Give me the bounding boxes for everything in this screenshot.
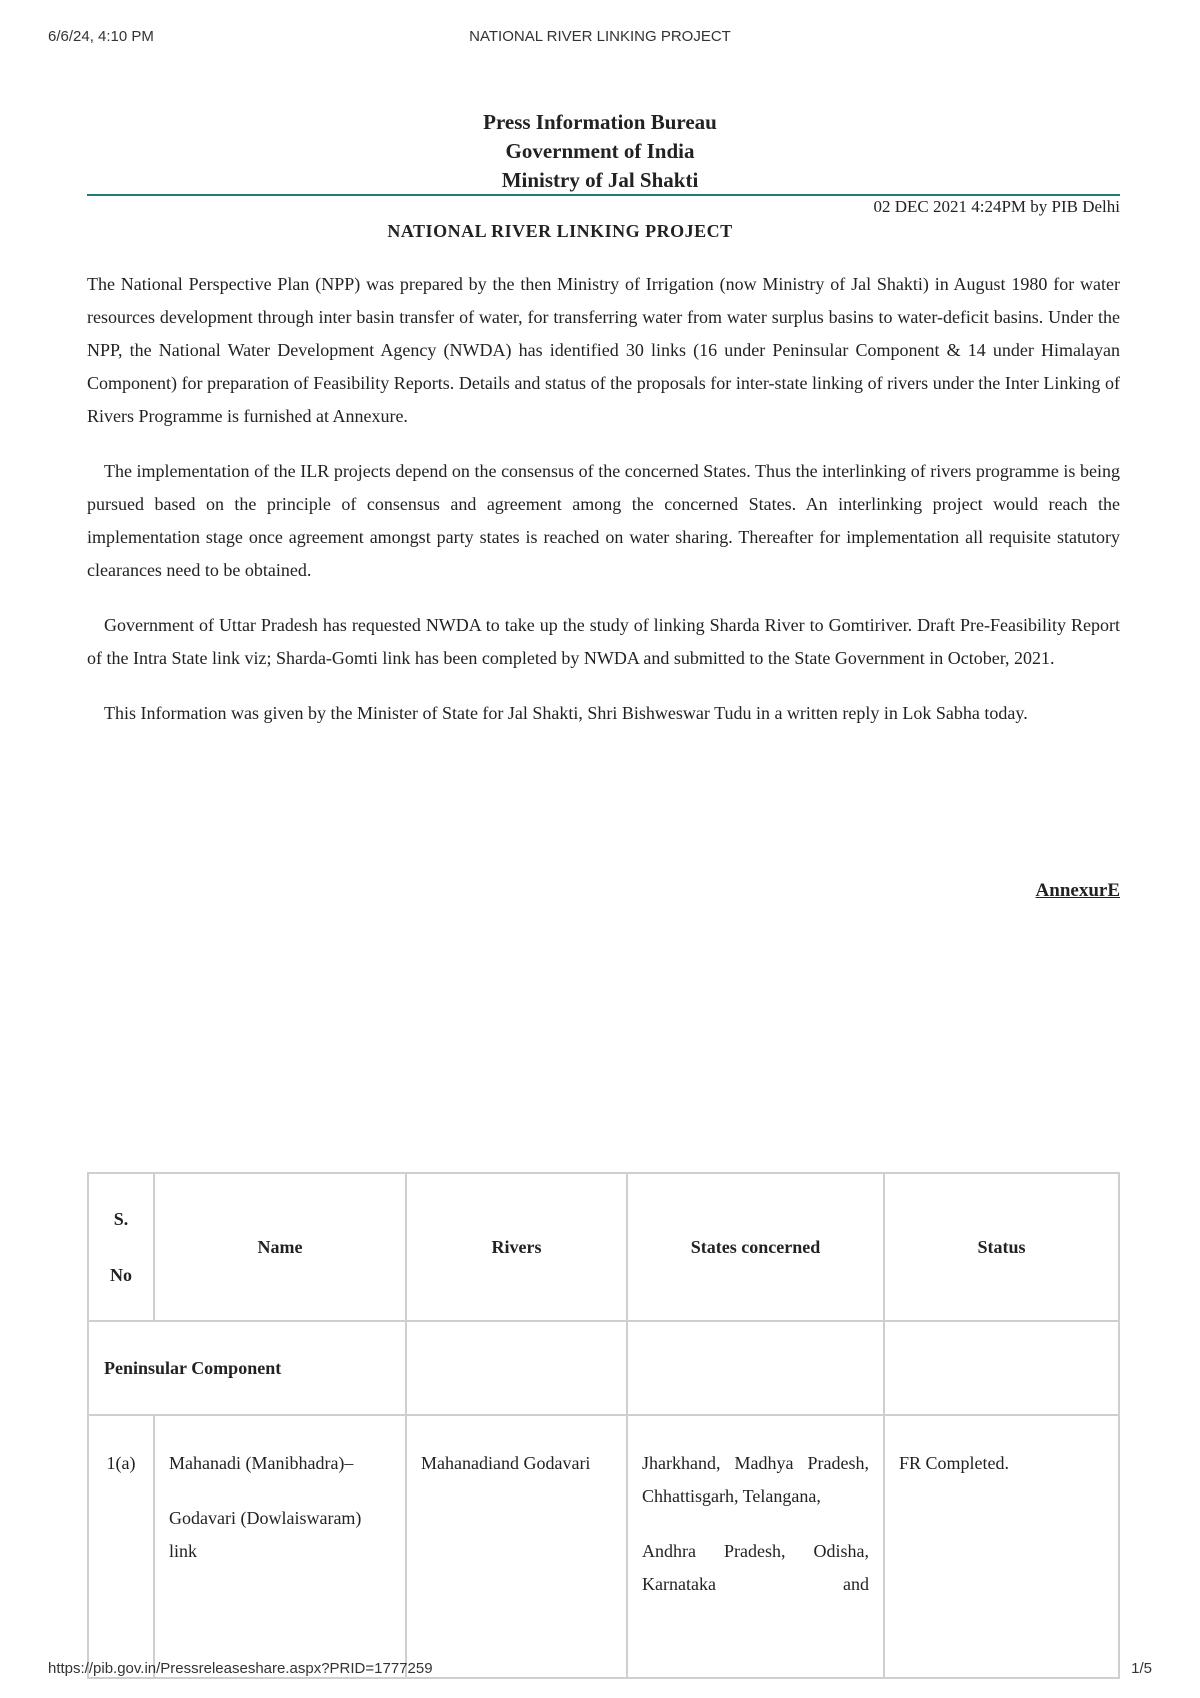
paragraph: The National Perspective Plan (NPP) was prepared by the then Ministry of Irrigation (now Ministry of Jal Shakti) in August 1980 for water resources development through inter basin transfer of water, for transferring water from water surplus basins to water-deficit basins. Under the NPP, the National Water Development Agency (NWDA) has identified 30 links (16 under Peninsular Component & 14 under Himalayan Component) for preparation of Feasibility Reports. Details and status of the proposals for inter-state linking of rivers under the Inter Linking of Rivers Programme is furnished at Annexure. <box>87 274 1120 426</box>
print-title: NATIONAL RIVER LINKING PROJECT <box>469 28 731 45</box>
page-number: 1/5 <box>1131 1660 1152 1677</box>
header-status: Status <box>885 1172 1120 1322</box>
annexure-table <box>87 1172 1120 1679</box>
header-name: Name <box>155 1172 407 1322</box>
headline: NATIONAL RIVER LINKING PROJECT <box>387 221 733 241</box>
header-sno: S. No <box>87 1172 155 1322</box>
component-name: Peninsular Component <box>87 1322 407 1416</box>
table-row <box>87 1416 1120 1679</box>
cell-rivers: Mahanadiand Godavari <box>407 1416 628 1679</box>
org-block <box>0 108 1200 195</box>
table-header-row <box>87 1172 1120 1322</box>
cell-sno: 1(a) <box>87 1416 155 1679</box>
cell-states: Jharkhand, Madhya Pradesh, Chhattisgarh, Telangana, Andhra Pradesh, Odisha, Karnataka and <box>628 1416 885 1679</box>
release-body <box>87 268 1120 752</box>
annexure-heading: AnnexurE <box>1035 880 1120 901</box>
dateline: 02 DEC 2021 4:24PM by PIB Delhi <box>873 197 1120 216</box>
cell-status: FR Completed. <box>885 1416 1120 1679</box>
paragraph: This Information was given by the Minister of State for Jal Shakti, Shri Bishweswar Tudu in a written reply in Lok Sabha today. <box>104 703 1028 723</box>
paragraph: The implementation of the ILR projects depend on the consensus of the concerned States. Thus the interlinking of rivers programme is being pursued based on the principle of consensus and agreement among the concerned States. An interlinking project would reach the implementation stage once agreement amongst party states is reached on water sharing. Thereafter for implementation all requisite statutory clearances need to be obtained. <box>87 461 1120 580</box>
print-footer <box>48 1660 1152 1680</box>
print-header <box>48 28 1152 48</box>
org-line-bureau: Press Information Bureau <box>483 110 717 134</box>
header-rule <box>87 194 1120 196</box>
component-row <box>87 1322 1120 1416</box>
org-line-ministry: Ministry of Jal Shakti <box>501 168 699 192</box>
print-timestamp: 6/6/24, 4:10 PM <box>48 28 154 45</box>
org-line-government: Government of India <box>505 139 695 163</box>
page-url: https://pib.gov.in/Pressreleaseshare.aspx?PRID=1777259 <box>48 1660 433 1677</box>
header-rivers: Rivers <box>407 1172 628 1322</box>
paragraph: Government of Uttar Pradesh has requested NWDA to take up the study of linking Sharda River to Gomtiriver. Draft Pre-Feasibility Report of the Intra State link viz; Sharda-Gomti link has been completed by NWDA and submitted to the State Government in October, 2021. <box>87 615 1120 668</box>
header-states: States concerned <box>628 1172 885 1322</box>
cell-name: Mahanadi (Manibhadra)– Godavari (Dowlaiswaram) link <box>155 1416 407 1679</box>
